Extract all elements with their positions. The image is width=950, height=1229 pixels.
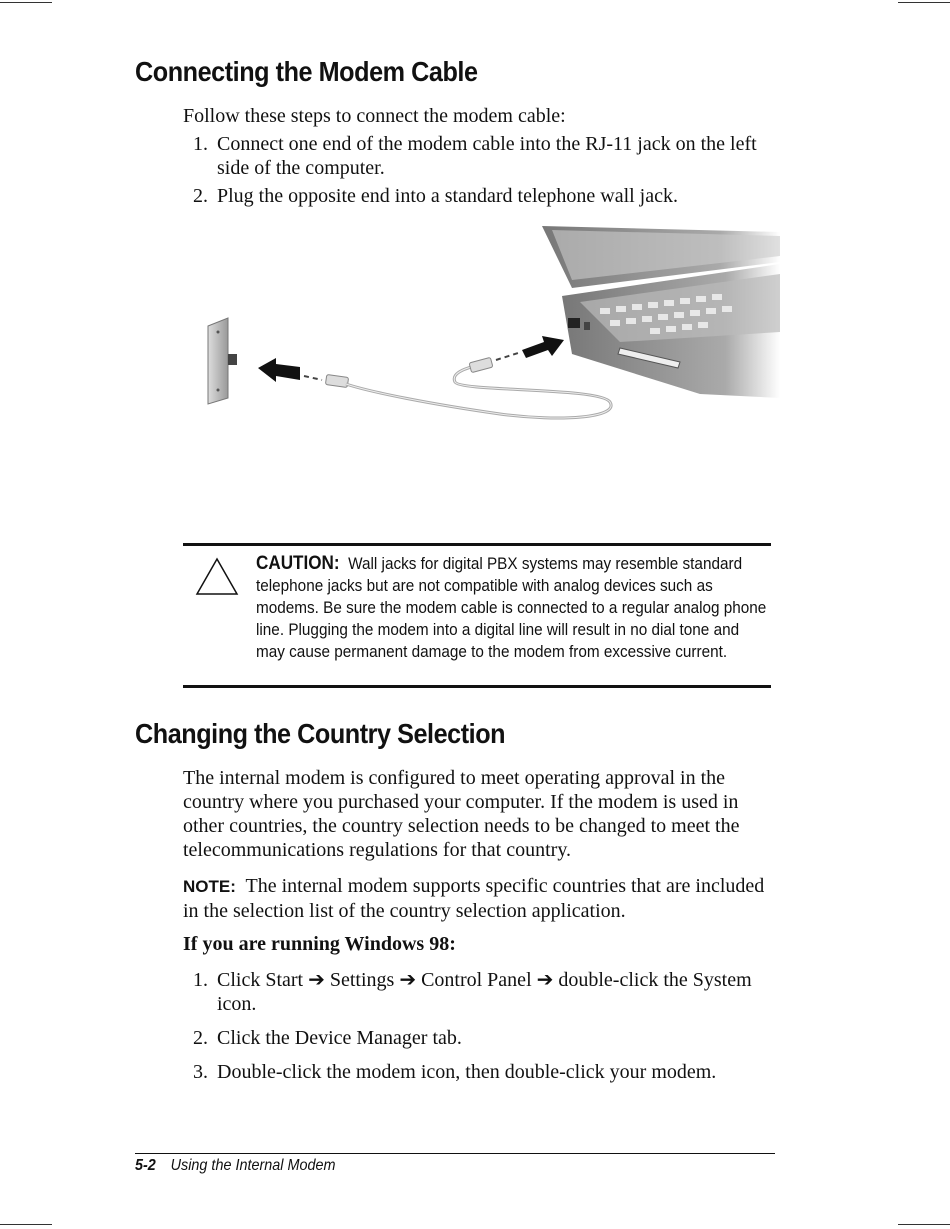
list-item [183,1060,783,1084]
note-text: The internal modem supports specific countries that are included in the selection list of the country selection application. [183,875,765,922]
step-text: Double-click the modem icon, then double-click your modem. [217,1061,717,1083]
wall-jack-icon [208,318,237,404]
note-label: NOTE: [183,877,236,896]
arrow-left-icon [258,358,322,382]
step-text: Click Start ➔ Settings ➔ Control Panel ➔ double-click the System icon. [217,969,752,1015]
chapter-title: Using the Internal Modem [170,1157,336,1174]
list-item [183,1026,783,1050]
section-heading-country: Changing the Country Selection [135,718,506,749]
step-number: 2. [193,1027,208,1049]
crop-mark-top-right [898,2,950,3]
page-footer [135,1157,336,1175]
section-heading-connecting: Connecting the Modem Cable [135,56,478,87]
windows-98-steps-list [183,968,783,1084]
footer-rule [135,1153,775,1154]
laptop-icon [542,226,780,398]
country-paragraph: The internal modem is configured to meet operating approval in the country where you purchased your computer. If the modem is used in other countries, the country selection needs to be changed to meet the telecommunications regulations for that country. [183,767,740,861]
step-text: Connect one end of the modem cable into the RJ-11 jack on the left side of the computer. [217,133,757,179]
step-number: 2. [193,185,208,207]
caution-label: CAUTION: [256,553,340,574]
arrow-right-icon [496,336,564,360]
modem-cable-connection-illustration [200,222,780,432]
cable-steps-list [183,132,783,208]
list-item [183,184,783,208]
intro-text: Follow these steps to connect the modem cable: [183,105,566,127]
step-text: Click the Device Manager tab. [217,1027,462,1049]
list-item [183,132,783,180]
step-number: 3. [193,1061,208,1083]
step-number: 1. [193,969,208,991]
crop-mark-bottom-left [0,1224,52,1225]
step-text: Plug the opposite end into a standard telephone wall jack. [217,185,678,207]
list-item [183,968,783,1016]
page-number: 5-2 [135,1157,156,1174]
caution-triangle-icon [195,556,239,598]
step-number: 1. [193,133,208,155]
caution-box [183,543,771,688]
note-paragraph [183,874,773,923]
crop-mark-top-left [0,2,52,3]
crop-mark-bottom-right [898,1224,950,1225]
windows-98-subheading: If you are running Windows 98: [183,933,456,955]
caution-body: Wall jacks for digital PBX systems may resemble standard telephone jacks but are not compatible with analog devices such as modems. Be sure the modem cable is connected to a regular analog phone line. Plugging the modem into a digital line will result in no dial tone and may cause permanent damage to the modem from excessive current. [256,554,767,661]
caution-text [256,553,769,663]
